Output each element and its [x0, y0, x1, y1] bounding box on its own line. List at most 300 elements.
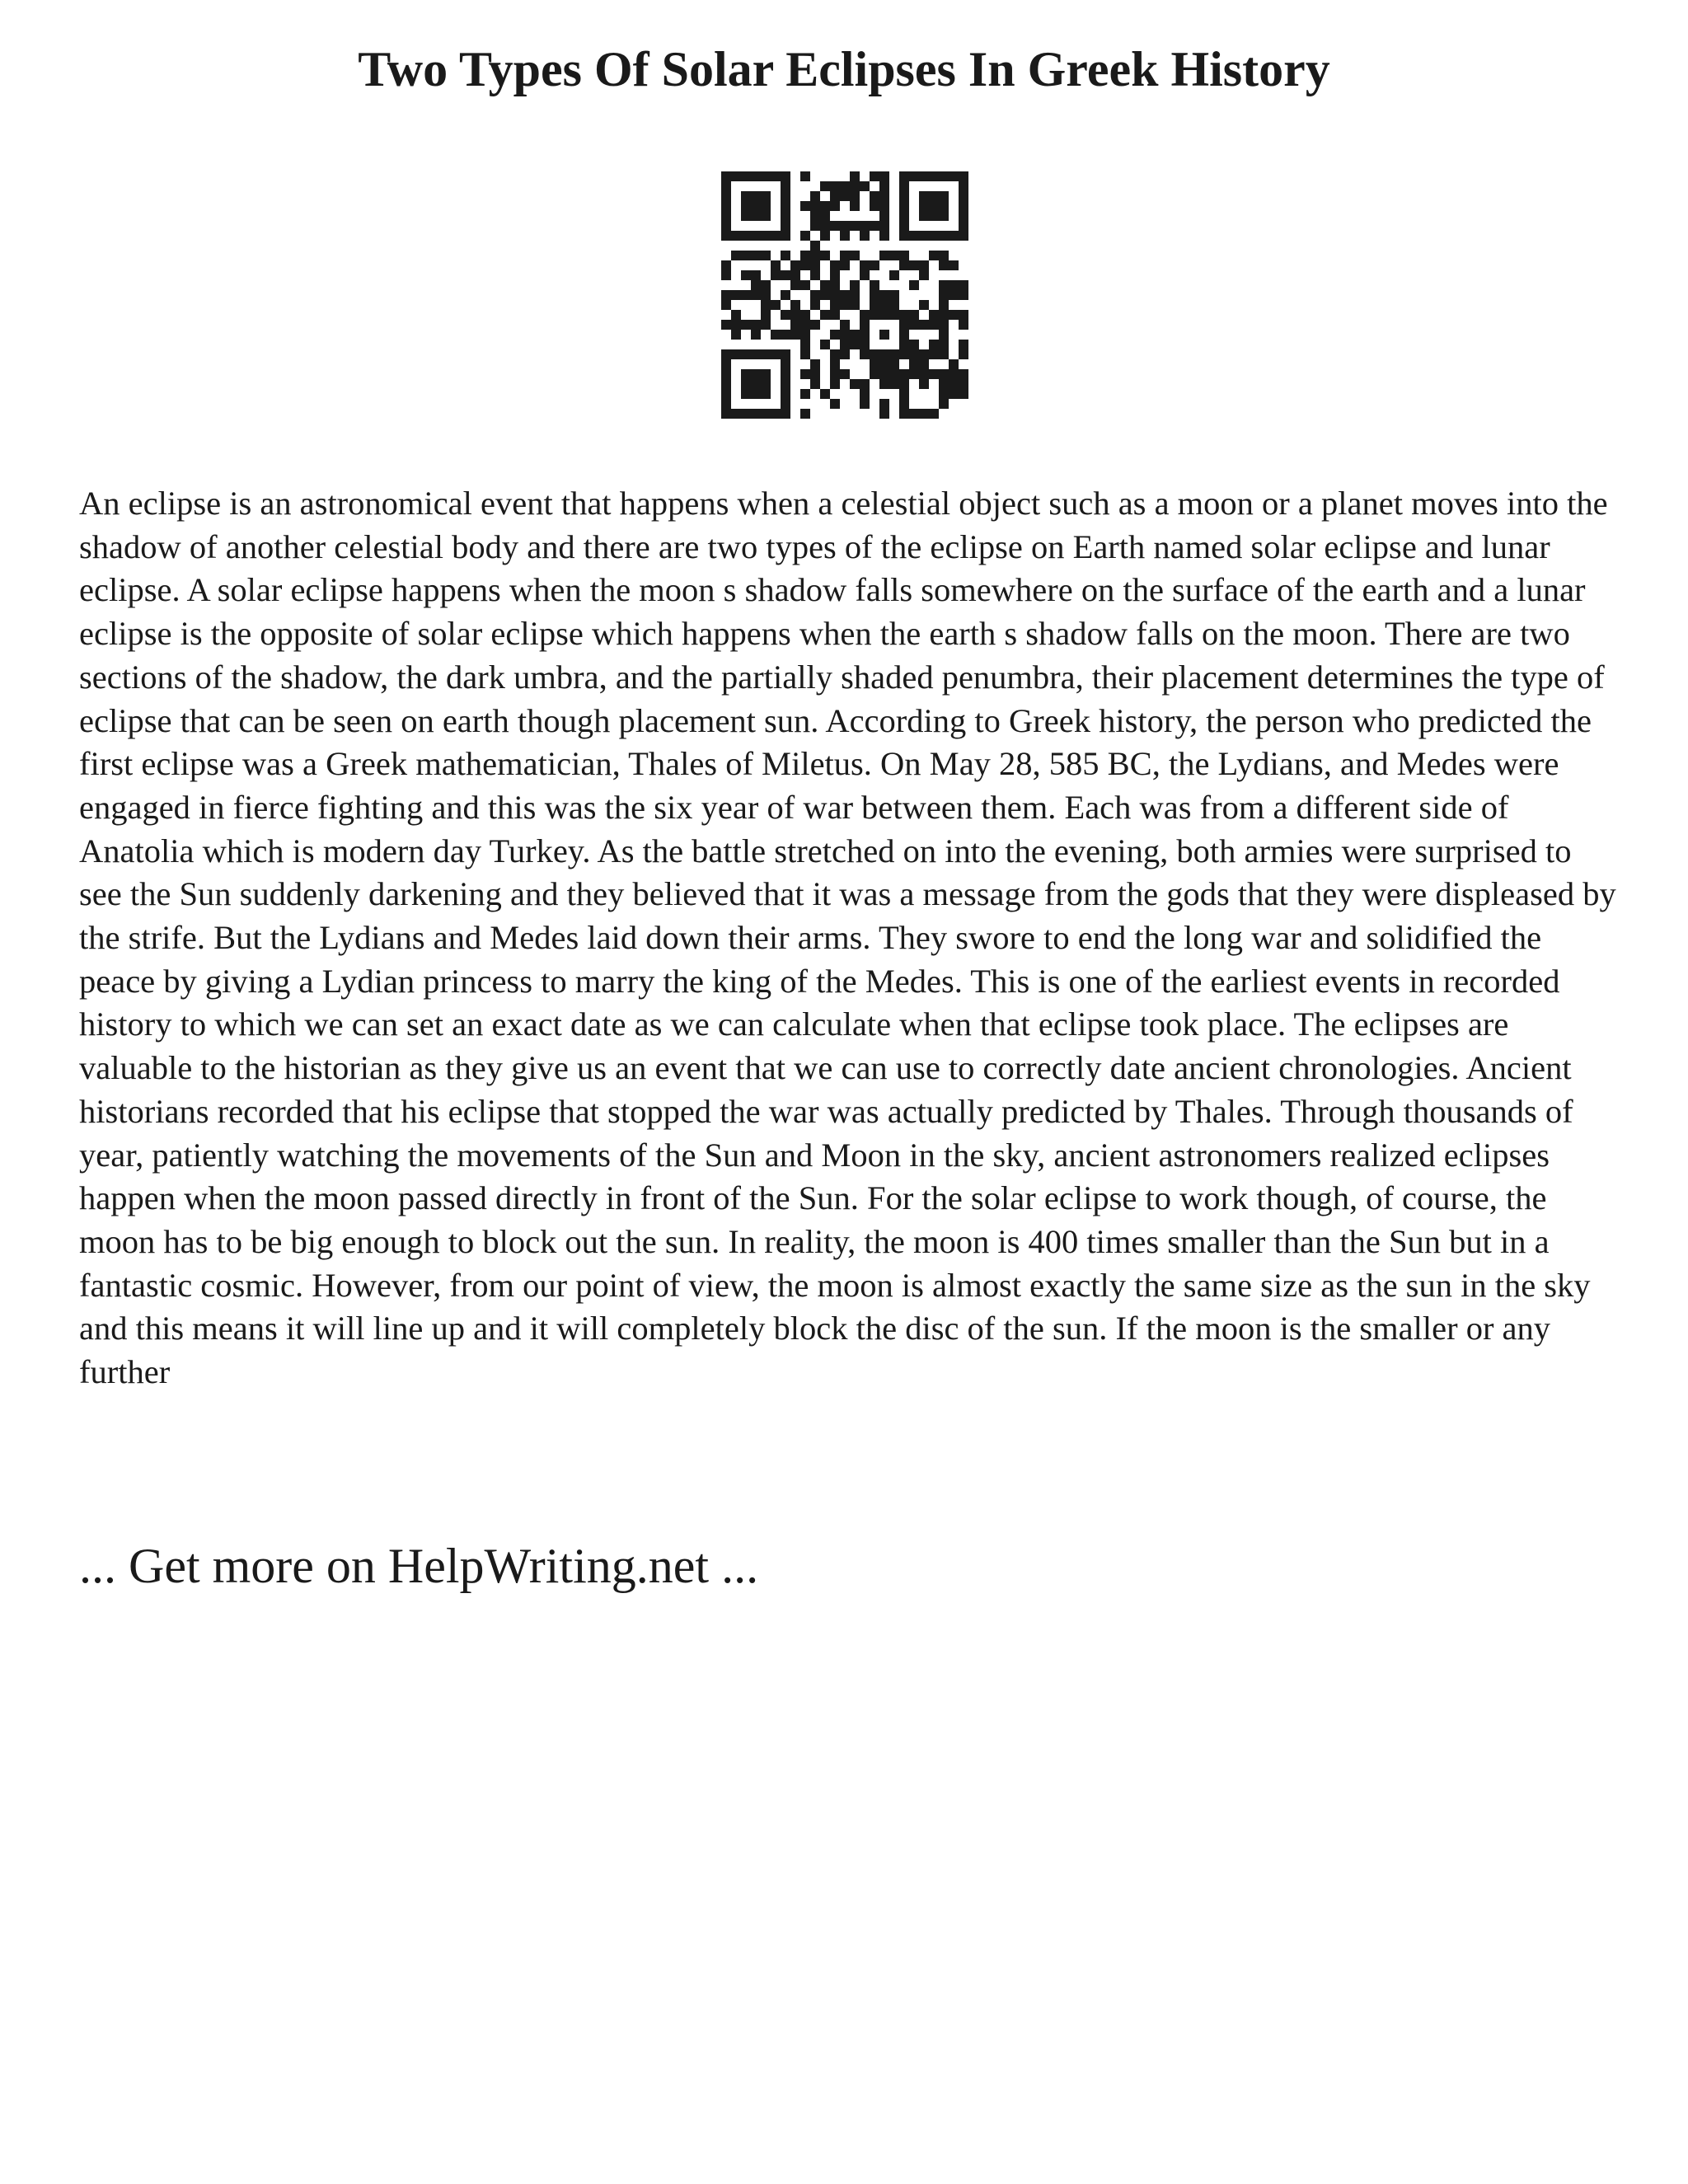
qr-module: [870, 191, 879, 201]
qr-module: [761, 349, 771, 359]
qr-module: [721, 349, 731, 359]
qr-module: [860, 389, 870, 399]
qr-module: [741, 251, 751, 260]
qr-module: [959, 181, 968, 191]
qr-module: [751, 171, 761, 181]
qr-module: [870, 349, 879, 359]
qr-module: [721, 379, 731, 389]
qr-module: [870, 359, 879, 369]
qr-module: [879, 181, 889, 191]
qr-module: [939, 211, 949, 221]
qr-module: [919, 349, 929, 359]
qr-module: [781, 310, 790, 320]
qr-module: [761, 211, 771, 221]
qr-module: [929, 211, 939, 221]
qr-module: [949, 280, 959, 290]
qr-module: [761, 231, 771, 241]
qr-module: [790, 300, 800, 310]
qr-module: [850, 181, 860, 191]
qr-module: [830, 290, 840, 300]
qr-module: [959, 320, 968, 330]
qr-module: [919, 359, 929, 369]
qr-module: [879, 349, 889, 359]
qr-module: [889, 300, 899, 310]
qr-module: [761, 379, 771, 389]
qr-module: [741, 389, 751, 399]
qr-module: [721, 181, 731, 191]
qr-module: [919, 201, 929, 211]
article-body: An eclipse is an astronomical event that happens when a celestial object such as a moon or a planet moves into the shadow of another celestial body and there are two types of the eclipse on Earth named solar eclipse and lunar eclipse. A solar eclipse happens when the moon s shadow falls somewhere on the surface of the earth and a lunar eclipse is the opposite of solar eclipse which happens when the earth s shadow falls on the moon. There are two sections of the shadow, the dark umbra, and the partially shaded penumbra, their placement determines the type of eclipse that can be seen on earth though placement sun. According to Greek history, the person who predicted the first eclipse was a Greek mathematician, Thales of Miletus. On May 28, 585 BC, the Lydians, and Medes were engaged in fierce fighting and this was the six year of war between them. Each was from a different side of Anatolia which is modern day Turkey. As the battle stretched on into the evening, both armies were surprised to see the Sun suddenly darkening and they believed that it was a message from the gods that they were displeased by the strife. But the Lydians and Medes laid down their arms. They swore to end the long war and solidified the peace by giving a Lydian princess to marry the king of the Medes. This is one of the earliest events in recorded history to which we can set an exact date as we can calculate when that eclipse took place. The eclipses are valuable to the historian as they give us an event that we can use to correctly date ancient chronologies. Ancient historians recorded that his eclipse that stopped the war was actually predicted by Thales. Through thousands of year, patiently watching the movements of the Sun and Moon in the sky, ancient astronomers realized eclipses happen when the moon passed directly in front of the Sun. For the solar eclipse to work though, of course, the moon has to be big enough to block out the sun. In reality, the moon is 400 times smaller than the Sun but in a fantastic cosmic. However, from our point of view, the moon is almost exactly the same size as the sun in the sky and this means it will line up and it will completely block the disc of the sun. If the moon is the smaller or any further: [79, 485, 1616, 1391]
qr-module: [939, 300, 949, 310]
qr-module: [751, 270, 761, 280]
qr-module: [860, 231, 870, 241]
qr-module: [781, 181, 790, 191]
qr-module: [810, 201, 820, 211]
qr-module: [899, 330, 909, 340]
qr-module: [731, 251, 741, 260]
qr-module: [820, 251, 830, 260]
qr-module: [929, 409, 939, 419]
qr-module: [959, 369, 968, 379]
qr-module: [870, 300, 879, 310]
qr-module: [820, 211, 830, 221]
qr-module: [721, 260, 731, 270]
qr-module: [860, 379, 870, 389]
qr-module: [870, 290, 879, 300]
qr-module: [790, 320, 800, 330]
qr-module: [889, 290, 899, 300]
qr-module: [939, 369, 949, 379]
qr-module: [830, 181, 840, 191]
qr-module: [850, 201, 860, 211]
qr-module: [889, 270, 899, 280]
qr-module: [721, 221, 731, 231]
qr-module: [939, 191, 949, 201]
qr-module: [879, 211, 889, 221]
qr-module: [790, 330, 800, 340]
qr-module: [919, 270, 929, 280]
qr-module: [771, 270, 781, 280]
qr-module: [751, 379, 761, 389]
qr-module: [899, 181, 909, 191]
qr-module: [751, 330, 761, 340]
qr-module: [870, 369, 879, 379]
qr-module: [919, 171, 929, 181]
qr-module: [929, 201, 939, 211]
qr-module: [781, 369, 790, 379]
qr-module: [889, 379, 899, 389]
qr-module: [830, 191, 840, 201]
qr-module: [850, 171, 860, 181]
qr-module: [919, 191, 929, 201]
qr-module: [751, 191, 761, 201]
qr-module: [929, 171, 939, 181]
qr-module: [899, 409, 909, 419]
qr-module: [721, 409, 731, 419]
qr-module: [959, 310, 968, 320]
qr-module: [800, 409, 810, 419]
qr-module: [781, 290, 790, 300]
qr-module: [721, 359, 731, 369]
qr-module: [790, 280, 800, 290]
qr-module: [771, 330, 781, 340]
qr-module: [781, 399, 790, 409]
qr-module: [810, 300, 820, 310]
qr-module: [939, 330, 949, 340]
qr-module: [850, 300, 860, 310]
get-more-link[interactable]: ... Get more on HelpWriting.net ...: [79, 1539, 759, 1593]
qr-code-icon: [721, 171, 968, 419]
qr-module: [800, 310, 810, 320]
qr-module: [850, 251, 860, 260]
qr-module: [800, 320, 810, 330]
qr-module: [860, 399, 870, 409]
qr-module: [830, 349, 840, 359]
qr-module: [909, 369, 919, 379]
qr-module: [751, 290, 761, 300]
qr-module: [959, 221, 968, 231]
qr-module: [741, 290, 751, 300]
qr-module: [830, 300, 840, 310]
qr-module: [939, 201, 949, 211]
qr-module: [840, 191, 850, 201]
qr-module: [840, 181, 850, 191]
qr-module: [830, 201, 840, 211]
qr-module: [899, 349, 909, 359]
qr-module: [929, 349, 939, 359]
qr-module: [850, 379, 860, 389]
qr-module: [909, 340, 919, 349]
qr-module: [899, 251, 909, 260]
qr-module: [949, 171, 959, 181]
qr-module: [731, 290, 741, 300]
qr-module: [919, 369, 929, 379]
qr-module: [820, 290, 830, 300]
qr-module: [899, 310, 909, 320]
qr-module: [909, 310, 919, 320]
page-title: Two Types Of Solar Eclipses In Greek History: [358, 42, 1330, 96]
qr-module: [929, 340, 939, 349]
qr-module: [899, 191, 909, 201]
qr-module: [810, 241, 820, 251]
qr-module: [919, 379, 929, 389]
qr-module: [810, 379, 820, 389]
qr-module: [879, 300, 889, 310]
qr-module: [909, 231, 919, 241]
qr-module: [761, 290, 771, 300]
qr-module: [840, 340, 850, 349]
qr-module: [810, 290, 820, 300]
qr-module: [761, 389, 771, 399]
qr-module: [959, 280, 968, 290]
qr-module: [810, 221, 820, 231]
qr-module: [879, 399, 889, 409]
qr-module: [899, 340, 909, 349]
qr-module: [959, 211, 968, 221]
qr-module: [800, 340, 810, 349]
qr-module: [741, 231, 751, 241]
qr-module: [889, 369, 899, 379]
qr-module: [840, 260, 850, 270]
qr-module: [939, 340, 949, 349]
qr-module: [761, 310, 771, 320]
qr-module: [741, 379, 751, 389]
qr-module: [879, 330, 889, 340]
qr-module: [741, 409, 751, 419]
qr-module: [959, 340, 968, 349]
qr-module: [919, 300, 929, 310]
qr-module: [741, 369, 751, 379]
qr-module: [939, 231, 949, 241]
qr-module: [761, 280, 771, 290]
qr-module: [721, 320, 731, 330]
qr-module: [929, 231, 939, 241]
qr-module: [939, 389, 949, 399]
qr-module: [781, 359, 790, 369]
qr-module: [810, 270, 820, 280]
qr-module: [751, 251, 761, 260]
qr-module: [751, 231, 761, 241]
qr-module: [850, 330, 860, 340]
qr-module: [949, 359, 959, 369]
qr-module: [860, 221, 870, 231]
qr-module: [879, 369, 889, 379]
qr-module: [820, 280, 830, 290]
qr-module: [781, 409, 790, 419]
qr-module: [721, 201, 731, 211]
qr-module: [959, 379, 968, 389]
qr-module: [850, 290, 860, 300]
qr-module: [721, 231, 731, 241]
qr-module: [830, 270, 840, 280]
qr-module: [879, 379, 889, 389]
qr-module: [840, 221, 850, 231]
qr-module: [800, 201, 810, 211]
qr-module: [820, 340, 830, 349]
qr-module: [909, 280, 919, 290]
qr-module: [860, 260, 870, 270]
qr-module: [800, 389, 810, 399]
qr-module: [899, 389, 909, 399]
qr-module: [939, 310, 949, 320]
qr-module: [899, 211, 909, 221]
qr-module: [751, 409, 761, 419]
qr-module: [761, 171, 771, 181]
qr-module: [929, 369, 939, 379]
qr-module: [879, 201, 889, 211]
qr-module: [909, 359, 919, 369]
qr-module: [751, 320, 761, 330]
qr-module: [761, 320, 771, 330]
qr-module: [879, 290, 889, 300]
qr-module: [820, 231, 830, 241]
qr-module: [771, 300, 781, 310]
qr-module: [781, 389, 790, 399]
qr-module: [909, 320, 919, 330]
qr-module: [820, 310, 830, 320]
qr-module: [810, 369, 820, 379]
qr-module: [781, 221, 790, 231]
qr-module: [879, 359, 889, 369]
qr-module: [909, 260, 919, 270]
qr-module: [860, 330, 870, 340]
qr-module: [790, 260, 800, 270]
qr-module: [939, 290, 949, 300]
qr-module: [879, 251, 889, 260]
qr-module: [929, 320, 939, 330]
qr-module: [939, 171, 949, 181]
qr-module: [741, 201, 751, 211]
qr-module: [820, 181, 830, 191]
qr-module: [790, 310, 800, 320]
qr-module: [889, 359, 899, 369]
qr-module: [761, 300, 771, 310]
qr-module: [781, 191, 790, 201]
qr-module: [919, 409, 929, 419]
qr-module: [959, 389, 968, 399]
qr-module: [771, 260, 781, 270]
qr-module: [781, 349, 790, 359]
qr-module: [909, 171, 919, 181]
qr-module: [721, 171, 731, 181]
qr-module: [781, 251, 790, 260]
qr-module: [840, 231, 850, 241]
qr-module: [929, 191, 939, 201]
qr-module: [959, 290, 968, 300]
qr-module: [810, 359, 820, 369]
qr-module: [781, 330, 790, 340]
qr-module: [959, 231, 968, 241]
qr-module: [800, 280, 810, 290]
qr-module: [879, 409, 889, 419]
qr-module: [850, 191, 860, 201]
qr-module: [879, 221, 889, 231]
qr-module: [929, 310, 939, 320]
qr-module: [721, 290, 731, 300]
qr-module: [830, 359, 840, 369]
qr-module: [939, 251, 949, 260]
qr-module: [751, 389, 761, 399]
qr-module: [721, 389, 731, 399]
qr-module: [771, 409, 781, 419]
qr-module: [731, 310, 741, 320]
qr-module: [879, 231, 889, 241]
qr-module: [840, 330, 850, 340]
qr-module: [899, 231, 909, 241]
qr-module: [929, 251, 939, 260]
qr-module: [840, 300, 850, 310]
qr-module: [949, 379, 959, 389]
qr-module: [771, 171, 781, 181]
qr-module: [850, 280, 860, 290]
qr-module: [721, 300, 731, 310]
qr-module: [899, 260, 909, 270]
qr-module: [840, 251, 850, 260]
qr-module: [830, 280, 840, 290]
qr-module: [959, 171, 968, 181]
qr-module: [939, 260, 949, 270]
qr-module: [721, 270, 731, 280]
qr-module: [800, 171, 810, 181]
qr-module: [741, 191, 751, 201]
qr-module: [939, 399, 949, 409]
qr-module: [800, 349, 810, 359]
qr-module: [840, 290, 850, 300]
qr-module: [899, 221, 909, 231]
qr-module: [830, 330, 840, 340]
qr-module: [870, 280, 879, 290]
qr-module: [939, 280, 949, 290]
qr-module: [949, 290, 959, 300]
qr-module: [820, 221, 830, 231]
qr-module: [810, 211, 820, 221]
qr-module: [810, 260, 820, 270]
qr-module: [870, 260, 879, 270]
qr-module: [761, 409, 771, 419]
qr-module: [820, 201, 830, 211]
qr-module: [860, 270, 870, 280]
qr-module: [879, 171, 889, 181]
qr-module: [731, 409, 741, 419]
qr-module: [741, 171, 751, 181]
qr-module: [790, 270, 800, 280]
qr-module: [810, 320, 820, 330]
qr-module: [949, 389, 959, 399]
qr-module: [879, 191, 889, 201]
qr-module: [840, 320, 850, 330]
qr-module: [731, 231, 741, 241]
qr-module: [860, 340, 870, 349]
qr-module: [781, 379, 790, 389]
qr-module: [860, 181, 870, 191]
qr-module: [949, 260, 959, 270]
qr-module: [751, 211, 761, 221]
qr-module: [761, 191, 771, 201]
qr-module: [781, 171, 790, 181]
qr-module: [741, 211, 751, 221]
qr-module: [761, 251, 771, 260]
qr-module: [860, 320, 870, 330]
qr-module: [741, 270, 751, 280]
qr-module: [899, 320, 909, 330]
qr-module: [800, 369, 810, 379]
qr-module: [800, 251, 810, 260]
qr-module: [810, 251, 820, 260]
qr-module: [919, 231, 929, 241]
qr-module: [781, 201, 790, 211]
qr-module: [949, 231, 959, 241]
qr-module: [830, 310, 840, 320]
qr-module: [800, 330, 810, 340]
qr-module: [781, 231, 790, 241]
qr-module: [899, 201, 909, 211]
qr-module: [889, 251, 899, 260]
qr-module: [830, 379, 840, 389]
qr-module: [939, 349, 949, 359]
qr-module: [889, 349, 899, 359]
qr-module: [771, 349, 781, 359]
qr-module: [761, 369, 771, 379]
qr-module: [840, 369, 850, 379]
qr-module: [781, 270, 790, 280]
qr-module: [860, 310, 870, 320]
qr-module: [840, 349, 850, 359]
qr-module: [949, 369, 959, 379]
qr-module: [741, 349, 751, 359]
qr-module: [899, 369, 909, 379]
qr-module: [939, 320, 949, 330]
qr-module: [800, 231, 810, 241]
